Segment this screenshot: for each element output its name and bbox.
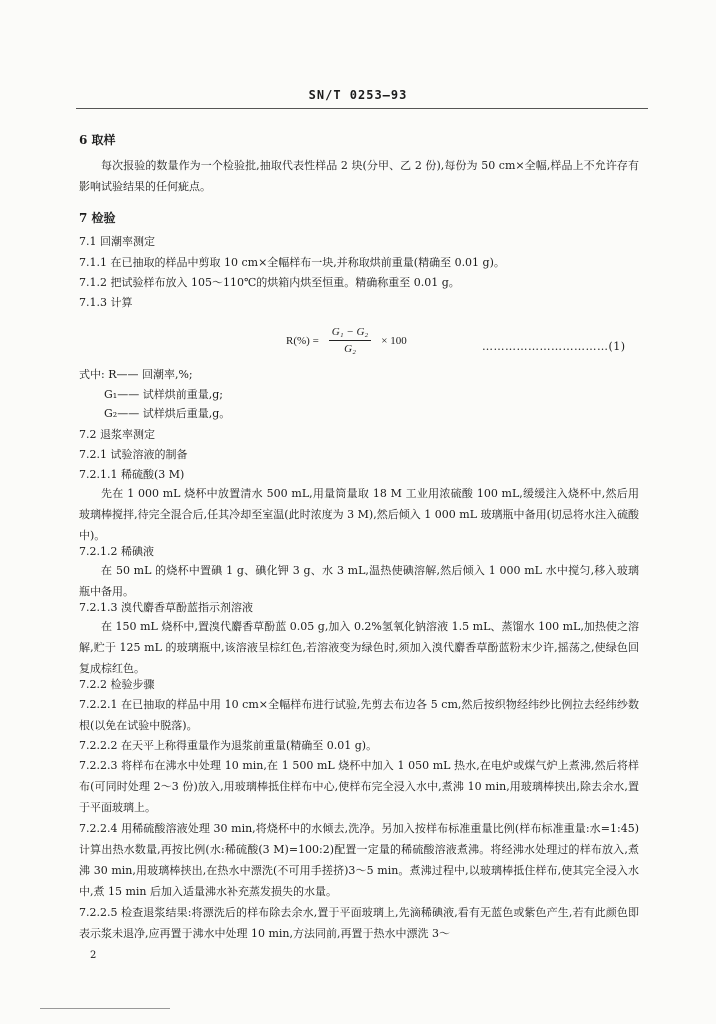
section-7-2-1-1-title: 7.2.1.1 稀硫酸(3 M) — [79, 468, 185, 481]
header-rule — [76, 108, 648, 109]
section-6-title: 6 取样 — [79, 133, 116, 147]
document-code-header: SN/T 0253—93 — [308, 88, 408, 102]
section-7-2-2-4: 7.2.2.4 用稀硫酸溶液处理 30 min,将烧杯中的水倾去,洗净。另加入按样布标准重量比例(样布标准重量:水=1:45)计算出热水数量,再按比例(水:稀硫酸(3 M)=100:2)配置一定量的稀硫酸溶液煮沸。将经沸水处理过的样布放入,煮沸 30 min,用玻璃棒挟出,在热水中漂洗(不可用手搓挤)3～5 min。煮沸过程中,以玻璃棒抵住样布,使其完全浸入水中,煮 15 min 后加入适量沸水补充蒸发损失的水量。 — [79, 822, 639, 898]
section-7-2-2-1: 7.2.2.1 在已抽取的样品中用 10 cm×全幅样布进行试验,先剪去布边各 5 cm,然后按织物经纬纱比例拉去经纬纱数根(以免在试验中脱落)。 — [79, 698, 639, 732]
section-7-2-title: 7.2 退浆率测定 — [79, 428, 155, 441]
section-7-2-1-2-text: 在 50 mL 的烧杯中置碘 1 g、碘化钾 3 g、水 3 mL,温热使碘溶解,然后倾入 1 000 mL 水中搅匀,移入玻璃瓶中备用。 — [79, 564, 639, 598]
formula-denominator: G₂ — [344, 343, 356, 355]
where-g2: G₂—— 试样烘后重量,g。 — [104, 407, 231, 420]
where-intro: 式中: R—— 回潮率,%; — [79, 368, 193, 381]
section-7-1-title: 7.1 回潮率测定 — [79, 235, 155, 248]
formula-fraction — [329, 326, 371, 355]
section-6-text: 每次报验的数量作为一个检验批,抽取代表性样品 2 块(分甲、乙 2 份),每份为 50 cm×全幅,样品上不允许存有影响试验结果的任何疵点。 — [79, 159, 639, 193]
page-number: 2 — [90, 950, 97, 961]
formula-rhs: × 100 — [381, 334, 407, 347]
moisture-regain-formula — [286, 326, 407, 355]
section-7-2-2-3: 7.2.2.3 将样布在沸水中处理 10 min,在 1 500 mL 烧杯中加入 1 050 mL 热水,在电炉或煤气炉上煮沸,然后将样布(可同时处理 2～3 份)放入,用玻璃棒抵住样布中心,使样布完全浸入水中,煮沸 10 min,用玻璃棒挟出,除去余水,置于平面玻璃上。 — [79, 759, 639, 814]
footer-rule — [40, 1008, 170, 1009]
section-7-2-1-title: 7.2.1 试验溶液的制备 — [79, 448, 188, 461]
formula-number: ……………………………(1) — [482, 340, 626, 353]
section-7-2-1-2-title: 7.2.1.2 稀碘液 — [79, 545, 154, 558]
section-7-2-1-3-text: 在 150 mL 烧杯中,置溴代麝香草酚蓝 0.05 g,加入 0.2%氢氧化钠溶液 1.5 mL、蒸馏水 100 mL,加热使之溶解,贮于 125 mL 的玻璃瓶中,该溶液呈棕红色,若溶液变为绿色时,须加入溴代麝香草酚蓝粉末少许,摇荡之,使绿色回复成棕红色。 — [79, 620, 639, 675]
section-7-2-2-title: 7.2.2 检验步骤 — [79, 678, 155, 691]
where-g1: G₁—— 试样烘前重量,g; — [104, 388, 223, 401]
section-7-2-1-3-title: 7.2.1.3 溴代麝香草酚蓝指示剂溶液 — [79, 601, 253, 614]
section-7-2-1-1-text: 先在 1 000 mL 烧杯中放置清水 500 mL,用量筒量取 18 M 工业用浓硫酸 100 mL,缓缓注入烧杯中,然后用玻璃棒搅拌,待完全混合后,任其冷却至室温(此时浓度为 3 M),然后倾入 1 000 mL 玻璃瓶中备用(切忌将水注入硫酸中)。 — [79, 487, 639, 542]
formula-lhs: R(%) = — [286, 334, 319, 347]
section-7-1-1: 7.1.1 在已抽取的样品中剪取 10 cm×全幅样布一块,并称取烘前重量(精确至 0.01 g)。 — [79, 256, 505, 269]
section-7-2-2-2: 7.2.2.2 在天平上称得重量作为退浆前重量(精确至 0.01 g)。 — [79, 739, 378, 752]
section-7-1-3-title: 7.1.3 计算 — [79, 296, 133, 309]
section-7-1-2: 7.1.2 把试验样布放入 105～110℃的烘箱内烘至恒重。精确称重至 0.01 g。 — [79, 276, 460, 289]
section-7-title: 7 检验 — [79, 211, 116, 225]
section-7-2-2-5: 7.2.2.5 检查退浆结果:将漂洗后的样布除去余水,置于平面玻璃上,先滴稀碘液,看有无蓝色或紫色产生,若有此颜色即表示浆未退净,应再置于沸水中处理 10 min,方法同前,再置于热水中漂洗 3～ — [79, 906, 639, 940]
formula-numerator: G₁ − G₂ — [329, 326, 371, 341]
